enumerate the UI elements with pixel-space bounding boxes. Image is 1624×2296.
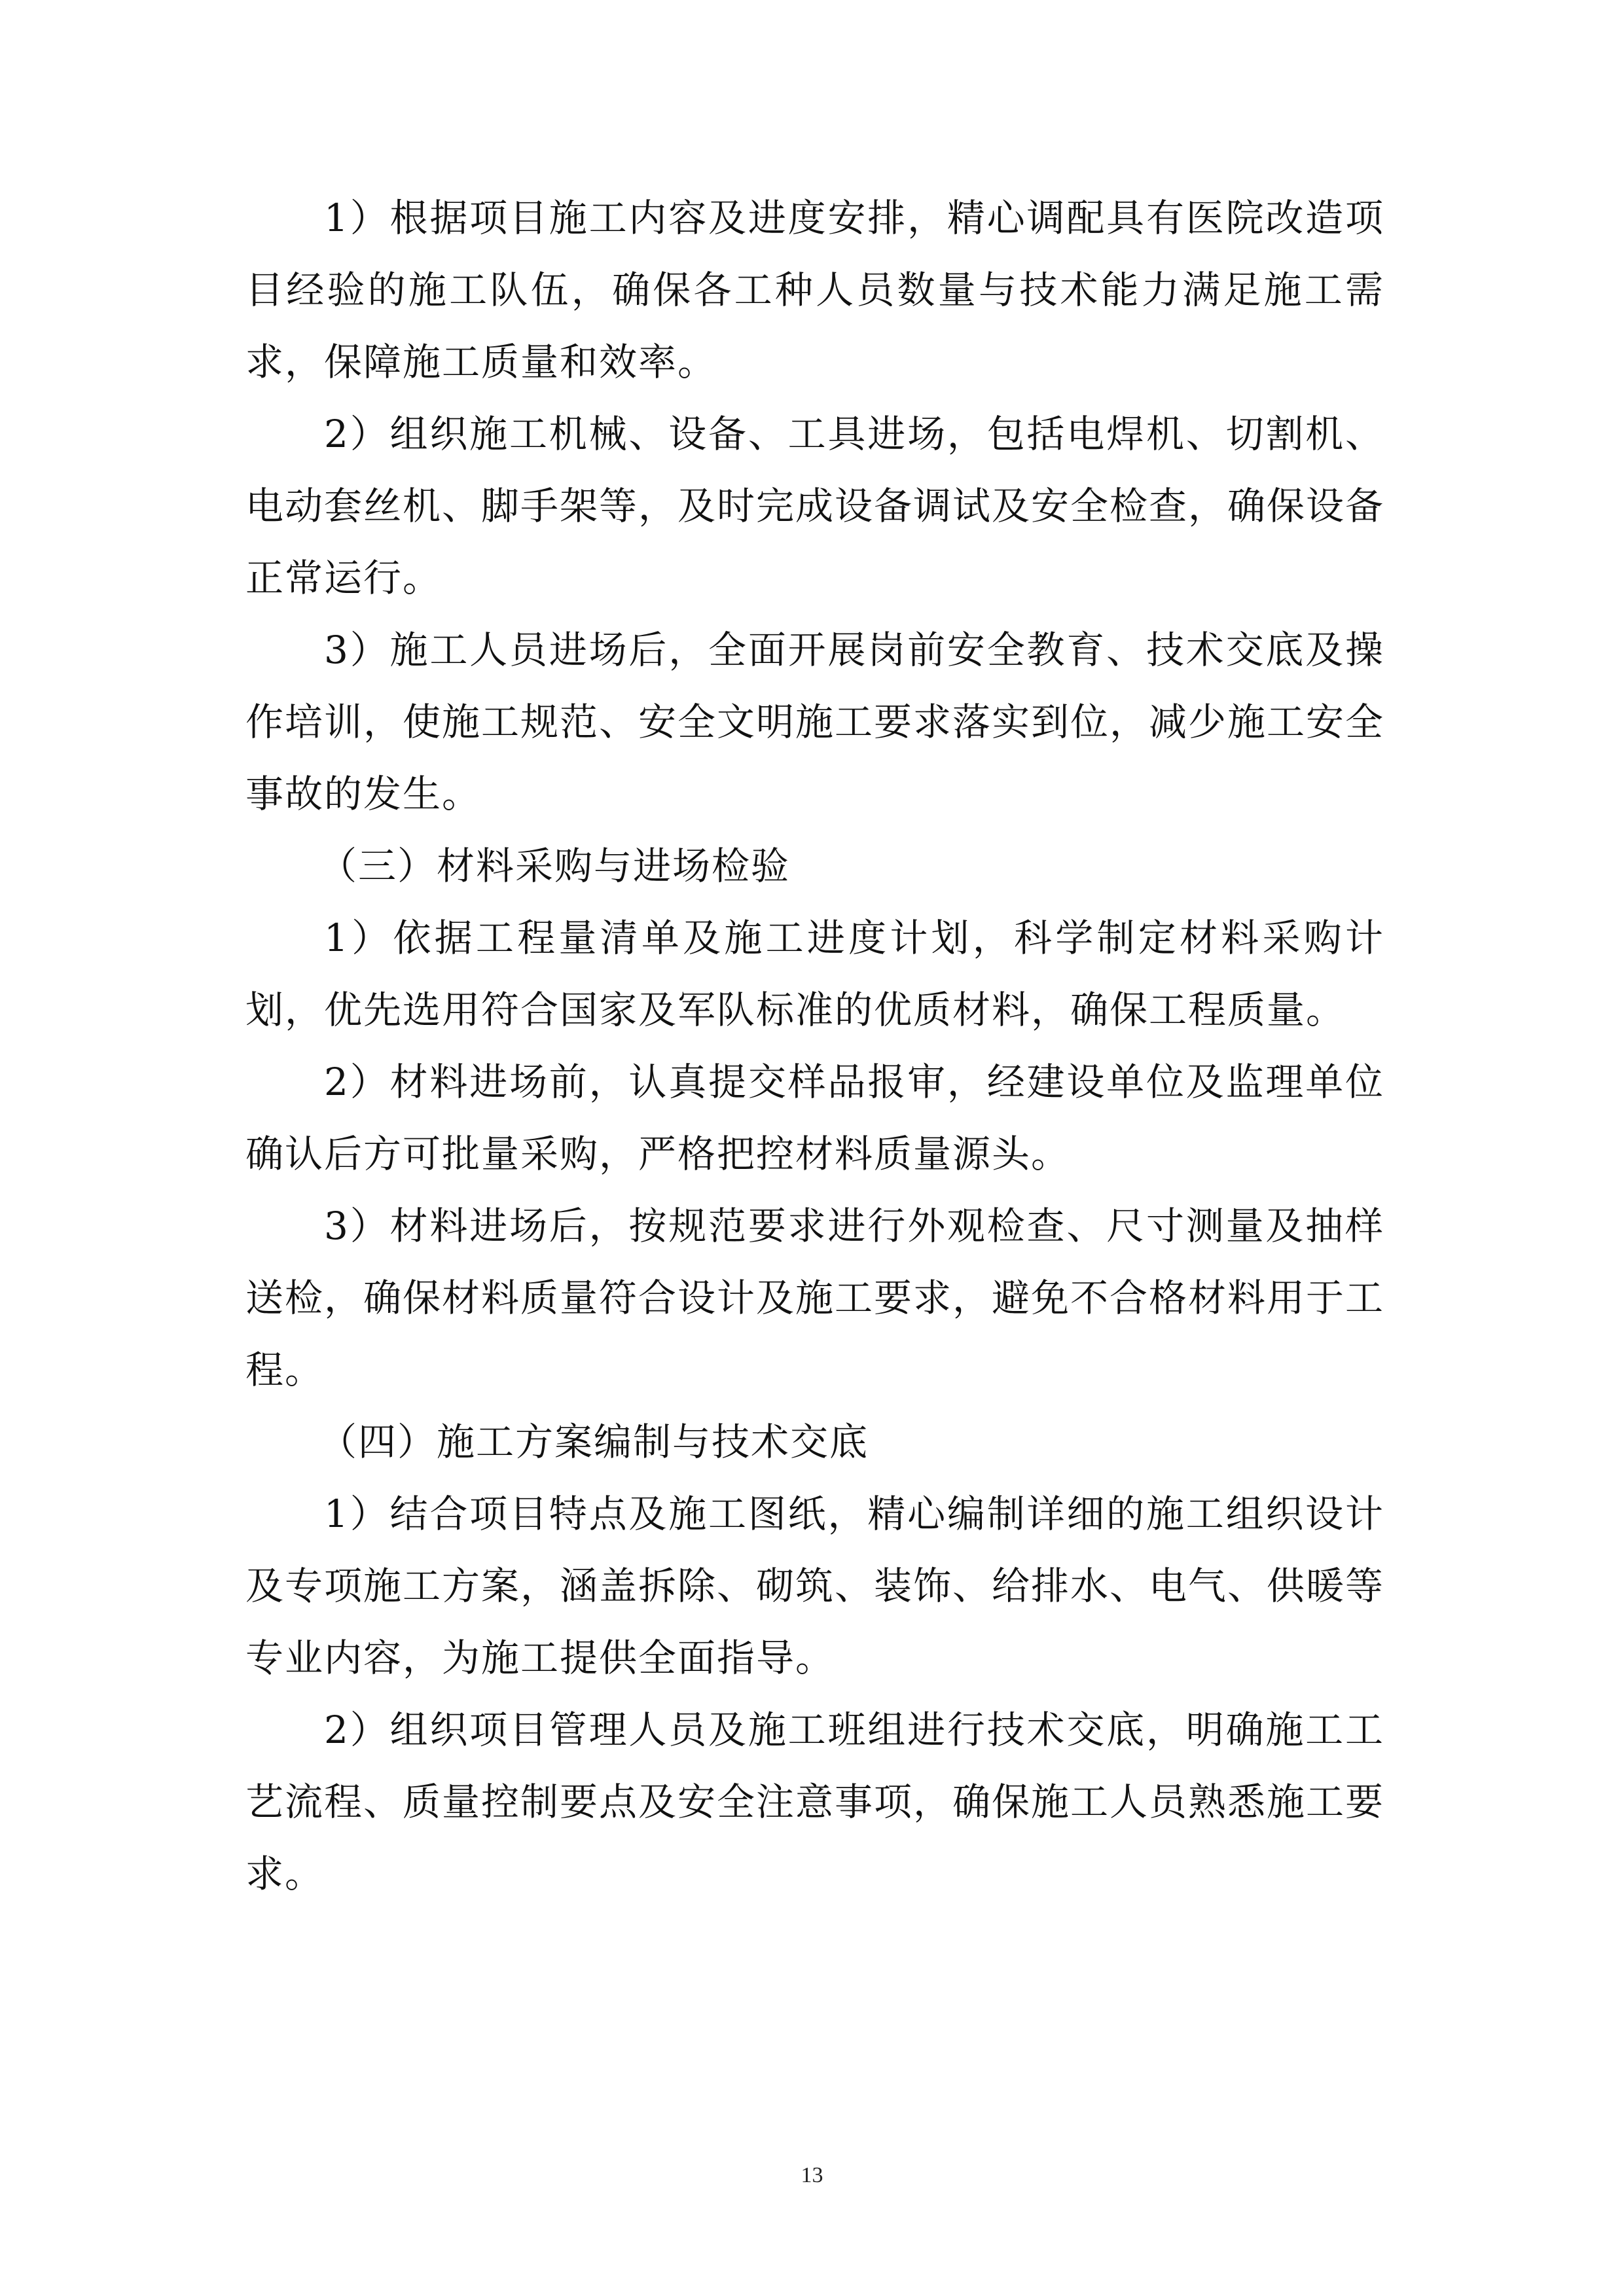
paragraph-equipment-entry: 2）组织施工机械、设备、工具进场，包括电焊机、切割机、电动套丝机、脚手架等，及时完成设备调试及安全检查，确保设备正常运行。: [245, 412, 1385, 600]
paragraph-sample-review: 2）材料进场前，认真提交样品报审，经建设单位及监理单位确认后方可批量采购，严格把控材料质量源头。: [245, 1060, 1384, 1176]
paragraph-team-arrangement: 1）根据项目施工内容及进度安排，精心调配具有医院改造项目经验的施工队伍，确保各工种人员数量与技术能力满足施工需求，保障施工质量和效率。: [245, 196, 1384, 384]
paragraph-safety-training: 3）施工人员进场后，全面开展岗前安全教育、技术交底及操作培训，使施工规范、安全文明施工要求落实到位，减少施工安全事故的发生。: [245, 628, 1385, 816]
paragraph-plan-compilation: 1）结合项目特点及施工图纸，精心编制详细的施工组织设计及专项施工方案，涵盖拆除、砌筑、装饰、给排水、电气、供暖等专业内容，为施工提供全面指导。: [245, 1492, 1385, 1680]
section-heading-construction-plan: （四）施工方案编制与技术交底: [319, 1420, 869, 1464]
paragraph-technical-briefing: 2）组织项目管理人员及施工班组进行技术交底，明确施工工艺流程、质量控制要点及安全注意事项，确保施工人员熟悉施工要求。: [245, 1708, 1385, 1896]
section-heading-materials: （三）材料采购与进场检验: [319, 844, 791, 888]
paragraph-procurement-plan: 1）依据工程量清单及施工进度计划，科学制定材料采购计划，优先选用符合国家及军队标准的优质材料，确保工程质量。: [245, 916, 1384, 1032]
paragraph-material-inspection: 3）材料进场后，按规范要求进行外观检查、尺寸测量及抽样送检，确保材料质量符合设计及施工要求，避免不合格材料用于工程。: [245, 1204, 1385, 1392]
page-number: 13: [801, 2163, 823, 2187]
document-body: [245, 182, 1384, 1910]
